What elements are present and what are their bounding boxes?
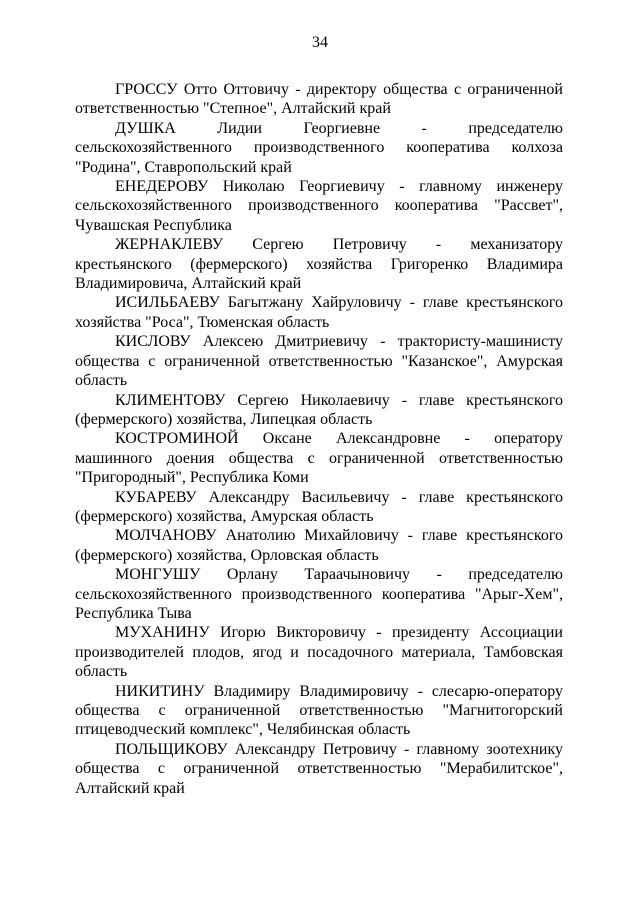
list-item	[75, 391, 563, 430]
recipient-description: - оператору машинного доения общества с ограниченной ответственностью "Пригородный", Республика Коми	[75, 430, 564, 487]
recipient-description: - главе крестьянского (фермерского) хозяйства, Амурская область	[75, 488, 563, 525]
list-item	[75, 177, 563, 235]
list-item	[75, 740, 563, 798]
list-item	[75, 488, 563, 527]
recipient-name: МОНГУШУ Орлану Тараачыновичу	[115, 566, 410, 584]
list-item	[75, 235, 563, 293]
recipient-name: ПОЛЬЩИКОВУ Александру Петровичу	[115, 740, 397, 758]
recipient-name: КИСЛОВУ Алексею Дмитриевичу	[115, 333, 368, 351]
list-item	[75, 293, 563, 332]
list-item	[75, 526, 563, 565]
recipient-description: - трактористу-машинисту общества с ограниченной ответственностью "Казанское", Амурская область	[75, 333, 563, 390]
recipient-name: МУХАНИНУ Игорю Викторовичу	[115, 624, 366, 642]
list-item	[75, 119, 563, 177]
recipient-name: ИСИЛЬБАЕВУ Багытжану Хайруловичу	[115, 294, 402, 312]
recipient-description: - председателю сельскохозяйственного производственного кооператива "Арыг-Хем", Республика Тыва	[75, 566, 563, 622]
recipient-description: - главе крестьянского хозяйства "Роса", Тюменская область	[75, 294, 563, 331]
recipient-description: - слесарю-оператору общества с ограниченной ответственностью "Магнитогорский птицеводческий комплекс", Челябинская область	[75, 682, 563, 739]
recipient-description: - главе крестьянского (фермерского) хозяйства, Орловская область	[75, 527, 563, 564]
list-item	[75, 623, 563, 681]
recipient-description: - главному инженеру сельскохозяйственного производственного кооператива "Рассвет", Чувашская Республика	[75, 178, 564, 234]
recipient-name: НИКИТИНУ Владимиру Владимировичу	[115, 682, 409, 700]
page-number: 34	[312, 34, 328, 51]
recipient-name: КЛИМЕНТОВУ Сергею Николаевичу	[115, 391, 390, 409]
recipient-name: КОСТРОМИНОЙ Оксане Александровне	[115, 430, 441, 448]
recipient-description: - главному зоотехнику общества с ограниченной ответственностью "Мерабилитское", Алтайский край	[75, 740, 563, 797]
list-item	[75, 429, 563, 487]
recipient-name: ЕНЕДЕРОВУ Николаю Георгиевичу	[115, 178, 385, 196]
recipient-name: МОЛЧАНОВУ Анатолию Михайловичу	[115, 527, 399, 545]
recipient-name: КУБАРЕВУ Александру Васильевичу	[115, 488, 390, 506]
recipient-description: - механизатору крестьянского (фермерского) хозяйства Григоренко Владимира Владимировича, Алтайский край	[75, 236, 563, 293]
recipient-name: ЖЕРНАКЛЕВУ Сергею Петровичу	[115, 236, 407, 254]
recipient-description: - президенту Ассоциации производителей плодов, ягод и посадочного материала, Тамбовская область	[75, 624, 563, 681]
list-item	[75, 565, 563, 623]
award-list	[75, 80, 563, 798]
list-item	[75, 332, 563, 390]
recipient-description: - председателю сельскохозяйственного производственного кооператива колхоза "Родина", Ставропольский край	[75, 119, 563, 176]
recipient-description: - директору общества с ограниченной ответственностью "Степное", Алтайский край	[75, 81, 563, 118]
recipient-description: - главе крестьянского (фермерского) хозяйства, Липецкая область	[75, 391, 563, 428]
list-item	[75, 682, 563, 740]
recipient-name: ГРОССУ Отто Оттовичу	[115, 81, 289, 98]
recipient-name: ДУШКА Лидии Георгиевне	[115, 119, 381, 137]
list-item	[75, 80, 563, 119]
